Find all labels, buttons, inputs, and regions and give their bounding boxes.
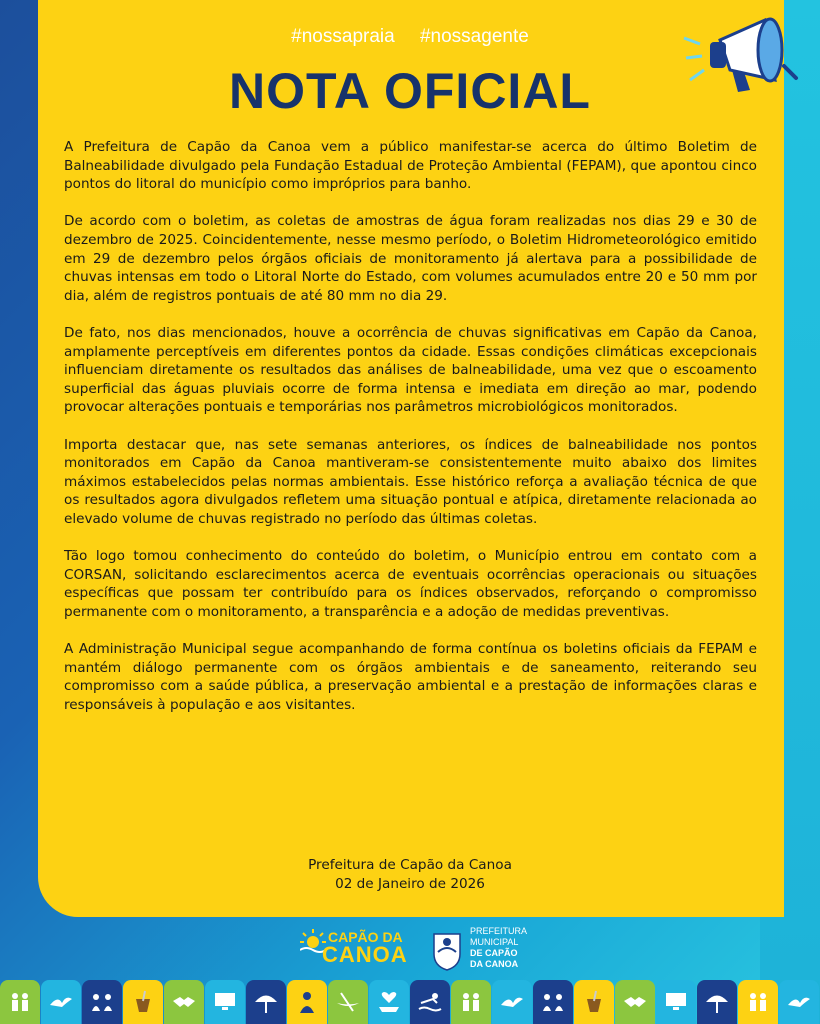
- logo-text: DA CANOA: [470, 959, 519, 969]
- people-icon: [82, 980, 122, 1024]
- mate-cup-icon: [574, 980, 614, 1024]
- family-icon: [0, 980, 40, 1024]
- bird-icon: [492, 980, 532, 1024]
- prefeitura-logo: [430, 924, 540, 978]
- handshake-icon: [164, 980, 204, 1024]
- umbrella-icon: [697, 980, 737, 1024]
- logo-text: CAPÃO DA: [328, 929, 403, 945]
- paragraph: Tão logo tomou conhecimento do conteúdo do boletim, o Município entrou em contato com a CORSAN, solicitando esclarecimentos acerca de eventuais ocorrências operacionais ou situações específicas que possam ter contribuído para os índices observados, reforçando o compromisso permanente com o monitoramento, a transparência e a adoção de medidas preventivas.: [64, 548, 757, 620]
- people-icon: [533, 980, 573, 1024]
- capao-da-canoa-logo: [300, 924, 410, 974]
- mate-cup-icon: [123, 980, 163, 1024]
- prefeitura-text: [470, 926, 527, 970]
- bird-icon: [41, 980, 81, 1024]
- hashtag[interactable]: #nossapraia: [291, 26, 395, 47]
- handshake-icon: [615, 980, 655, 1024]
- paragraph: A Administração Municipal segue acompanhando de forma contínua os boletins oficiais da FEPAM e mantém diálogo permanente com os órgãos ambientais e de saneamento, reiterando seu compromisso com a saúde pública, a preservação ambiental e a prestação de informações claras e responsáveis à população e aos visitantes.: [64, 641, 757, 713]
- page-title: NOTA OFICIAL: [229, 63, 591, 119]
- swimmer-icon: [410, 980, 450, 1024]
- hashtag[interactable]: #nossagente: [419, 26, 529, 47]
- signature-org: Prefeitura de Capão da Canoa: [308, 857, 512, 873]
- logos-bar: [0, 922, 820, 978]
- notice-body: [64, 138, 757, 733]
- logo-text: PREFEITURA: [470, 926, 528, 936]
- computer-icon: [656, 980, 696, 1024]
- bird-icon: [779, 980, 819, 1024]
- icon-strip: [0, 980, 820, 1024]
- family-icon: [451, 980, 491, 1024]
- crest-icon: [430, 928, 464, 972]
- logo-text: DE CAPÃO: [470, 948, 518, 958]
- canoe-icon: [328, 980, 368, 1024]
- heart-hand-icon: [369, 980, 409, 1024]
- logo-text: MUNICIPAL: [470, 937, 519, 947]
- paragraph: Importa destacar que, nas sete semanas anteriores, os índices de balneabilidade nos pontos monitorados em Capão da Canoa mantiveram-se consistentemente muito abaixo dos limites máximos estabelecidos pelas normas ambientais. Esse histórico reforça a avaliação técnica de que os resultados agora divulgados refletem uma situação pontual e atípica, diretamente relacionada ao elevado volume de chuvas registrado no período das últimas coletas.: [64, 436, 757, 527]
- family-icon: [738, 980, 778, 1024]
- person-icon: [287, 980, 327, 1024]
- signature: [0, 856, 820, 894]
- paragraph: De fato, nos dias mencionados, houve a ocorrência de chuvas significativas em Capão da Canoa, amplamente perceptíveis em diferentes pontos da cidade. Essas condições climáticas excepcionais influenciam diretamente os resultados das análises de balneabilidade, uma vez que o escoamento superficial das águas pluviais ocorre de forma intensa e imediata em direção ao mar, podendo provocar alterações pontuais e temporárias nos parâmetros microbiológicos monitorados.: [64, 324, 757, 416]
- logo-text: CANOA: [322, 942, 408, 967]
- umbrella-icon: [246, 980, 286, 1024]
- computer-icon: [205, 980, 245, 1024]
- paragraph: De acordo com o boletim, as coletas de amostras de água foram realizadas nos dias 29 e 30 de dezembro de 2025. Coincidentemente, nesse mesmo período, o Boletim Hidrometeorológico emitido em 29 de dezembro pelos órgãos oficiais de monitoramento já alertava para a possibilidade de chuvas intensas em todo o Litoral Norte do Estado, com volumes acumulados entre 20 e 50 mm por dia, além de registros pontuais de até 80 mm no dia 29.: [64, 213, 757, 304]
- paragraph: A Prefeitura de Capão da Canoa vem a público manifestar-se acerca do último Boletim de Balneabilidade divulgado pela Fundação Estadual de Proteção Ambiental (FEPAM), que apontou cinco pontos do litoral do município como impróprios para banho.: [64, 139, 757, 193]
- signature-date: 02 de Janeiro de 2026: [335, 876, 485, 892]
